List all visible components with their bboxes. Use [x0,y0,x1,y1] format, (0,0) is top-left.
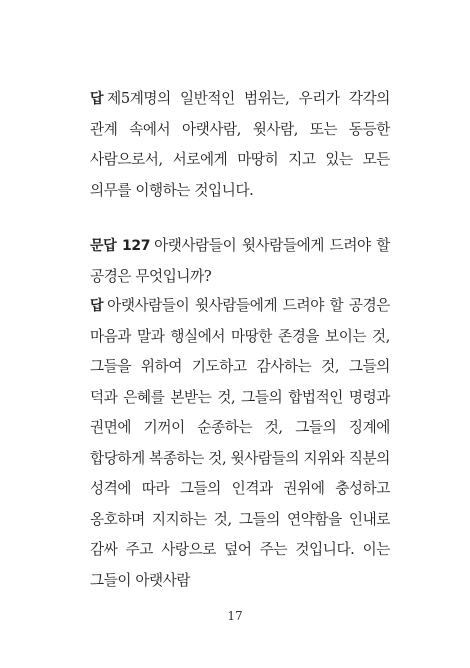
page-number: 17 [227,609,243,623]
question-paragraph [90,231,390,292]
question-label: 문답 127 [90,238,151,254]
answer-paragraph-2 [90,291,390,596]
answer-label-2: 답 [90,298,104,314]
answer-label: 답 [90,91,104,107]
answer-paragraph [90,84,390,206]
answer-text: 제5계명의 일반적인 범위는, 우리가 각각의 관계 속에서 아랫사람, 윗사람, 또는 동등한 사람으로서, 서로에게 마땅히 지고 있는 모든 의무를 이행하는 것입니다. [90,90,390,199]
answer-text-2: 아랫사람들이 윗사람들에게 드려야 할 공경은 마음과 말과 행실에서 마땅한 존경을 보이는 것, 그들을 위하여 기도하고 감사하는 것, 그들의 덕과 은혜를 본받는 것, 그들의 합법적인 명령과 권면에 기꺼이 순종하는 것, 그들의 징계에 합당하게 복종하는 것, 윗사람들의 지위와 직분의 성격에 따라 그들의 인격과 권위에 충성하고 옹호하며 지지하는 것, 그들의 연약함을 인내로 감싸 주고 사랑으로 덮어 주는 것입니다. 이는 그들이 아랫사람 [90,297,390,589]
question-text: 아랫사람들이 윗사람들에게 드려야 할 공경은 무엇입니까? [90,237,390,285]
